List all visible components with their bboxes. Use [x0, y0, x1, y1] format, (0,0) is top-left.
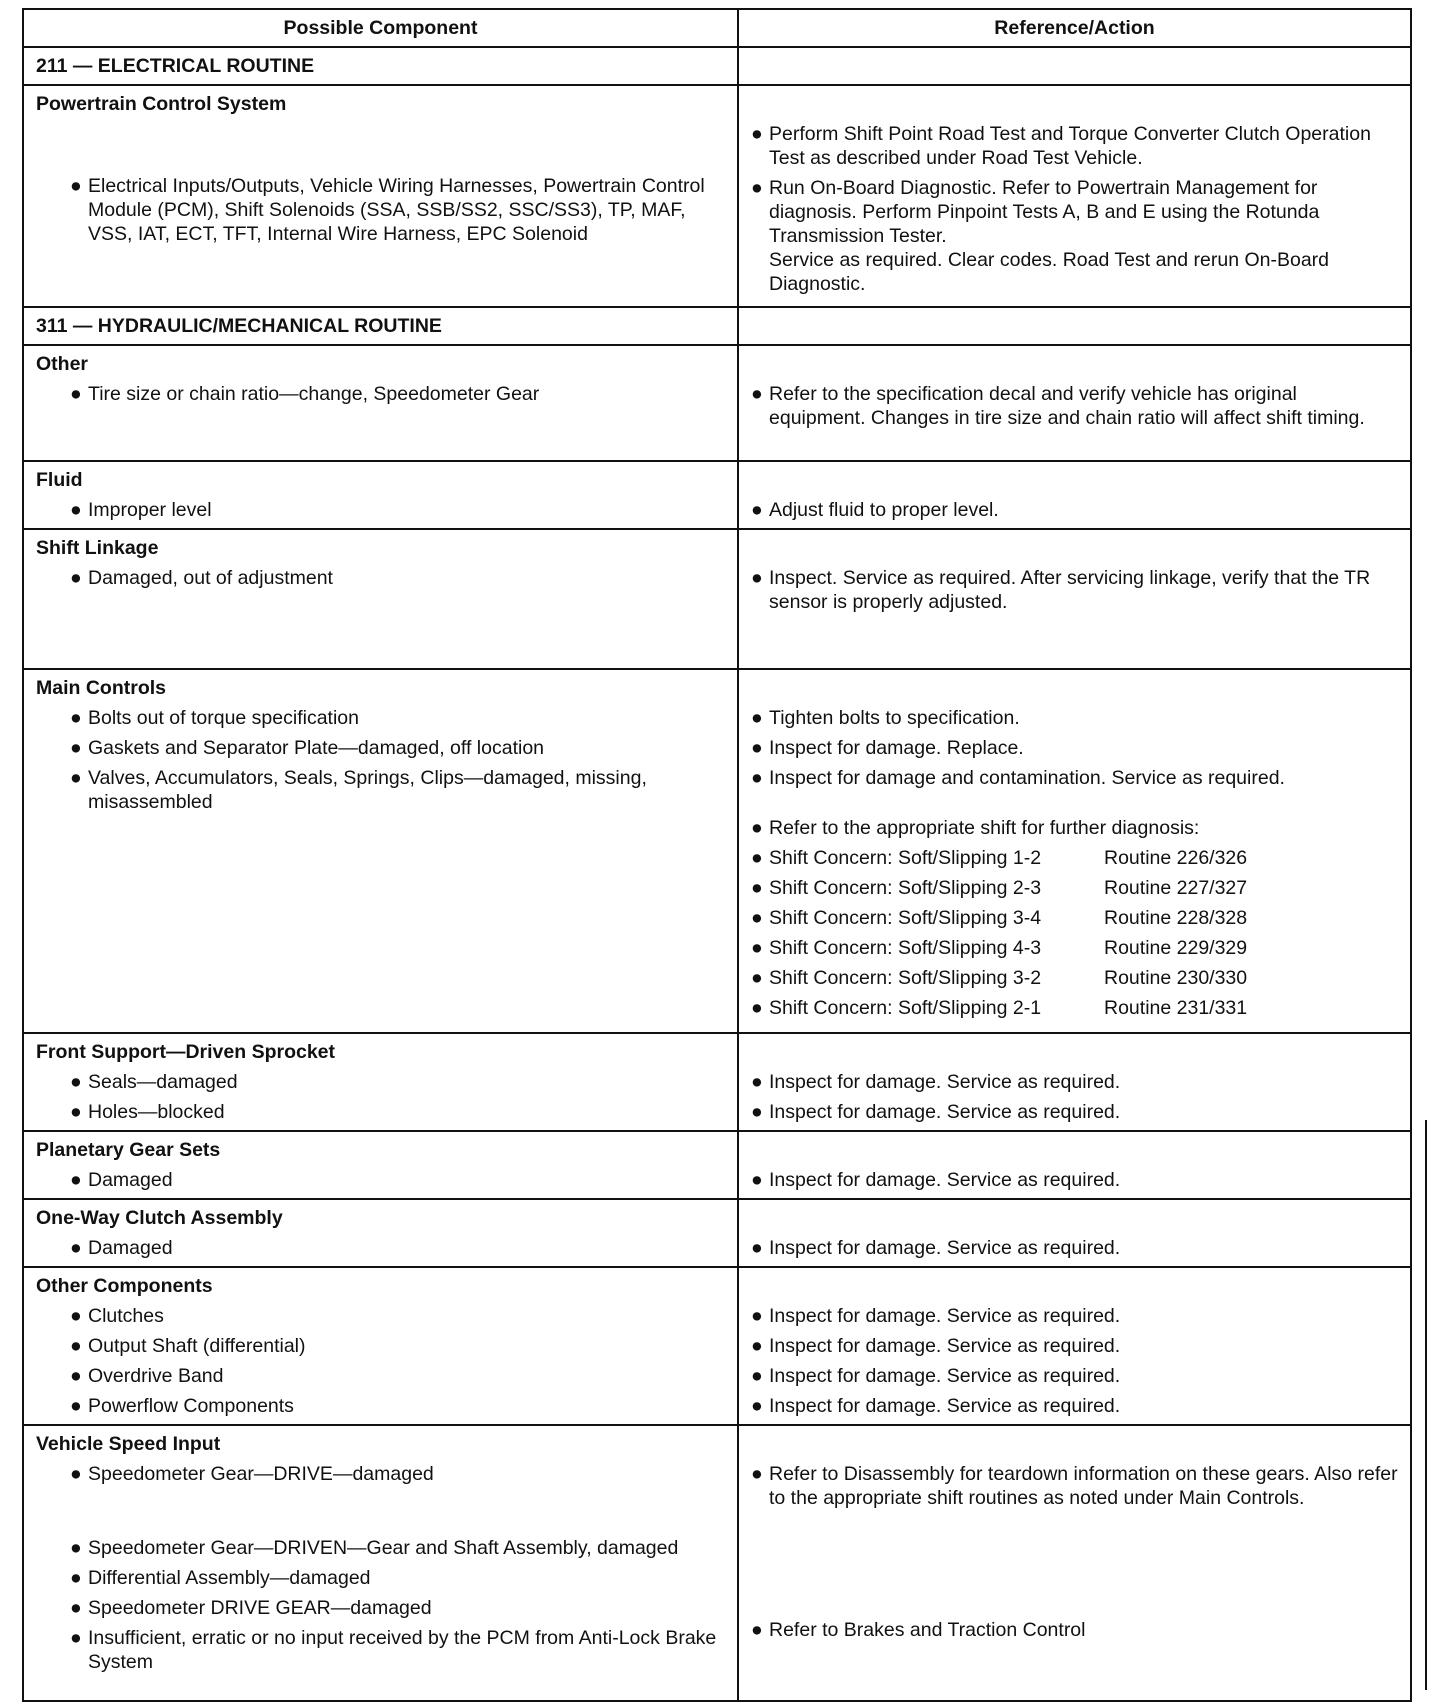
item-text: Inspect for damage and contamination. Service as required. [769, 767, 1285, 789]
bullet-icon: ● [70, 1567, 82, 1589]
list-item [70, 1596, 725, 1620]
bullet-icon: ● [751, 177, 763, 199]
table-row [23, 1131, 1411, 1199]
list-item [751, 766, 1398, 790]
margin-rule [1425, 1120, 1427, 1690]
item-text: Refer to Brakes and Traction Control [769, 1619, 1086, 1641]
empty-cell [738, 307, 1411, 345]
bullet-icon: ● [70, 1071, 82, 1093]
group-title: Planetary Gear Sets [36, 1139, 221, 1161]
bullet-icon: ● [751, 567, 763, 589]
list-item [751, 1334, 1398, 1358]
item-text: Gaskets and Separator Plate—damaged, off location [88, 737, 545, 759]
item-text: Tire size or chain ratio—change, Speedometer Gear [88, 383, 540, 405]
bullet-icon: ● [751, 877, 763, 899]
bullet-icon: ● [70, 1627, 82, 1649]
table-row [23, 85, 1411, 307]
group-title: Other [36, 353, 89, 375]
bullet-icon: ● [751, 1169, 763, 1191]
routine-line [751, 936, 1398, 960]
bullet-icon: ● [70, 1335, 82, 1357]
item-text: Inspect. Service as required. After servicing linkage, verify that the TR sensor is properly adjusted. [769, 567, 1371, 613]
list-item [70, 1236, 725, 1260]
bullet-icon: ● [751, 1305, 763, 1327]
list-item [751, 1070, 1398, 1094]
bullet-icon: ● [751, 123, 763, 145]
bullet-icon: ● [70, 1101, 82, 1123]
bullet-icon: ● [751, 1395, 763, 1417]
item-text: Inspect for damage. Service as required. [769, 1101, 1121, 1123]
list-item [751, 1618, 1398, 1642]
item-text: Inspect for damage. Service as required. [769, 1335, 1121, 1357]
group-title: Vehicle Speed Input [36, 1433, 221, 1455]
list-item [70, 1566, 725, 1590]
item-text: Output Shaft (differential) [88, 1335, 306, 1357]
bullet-icon: ● [70, 383, 82, 405]
item-text: Improper level [88, 499, 212, 521]
list-item [70, 1100, 725, 1124]
list-item [70, 1462, 725, 1486]
list-item [70, 174, 725, 246]
routine-line [751, 876, 1398, 900]
group-title: Front Support—Driven Sprocket [36, 1041, 336, 1063]
group-title: Fluid [36, 469, 83, 491]
list-item [751, 248, 1398, 296]
list-item [70, 1364, 725, 1388]
list-item [70, 498, 725, 522]
table-row [23, 1425, 1411, 1701]
item-text: Speedometer Gear—DRIVEN—Gear and Shaft Assembly, damaged [88, 1537, 679, 1559]
list-item [70, 1070, 725, 1094]
routine-line [751, 846, 1398, 870]
list-item [70, 706, 725, 730]
list-item [70, 766, 725, 814]
item-text: Seals—damaged [88, 1071, 238, 1093]
bullet-icon: ● [751, 707, 763, 729]
bullet-icon: ● [751, 1101, 763, 1123]
table-row [23, 1199, 1411, 1267]
table-row [23, 1267, 1411, 1425]
list-item [751, 1168, 1398, 1192]
item-text: Inspect for damage. Service as required. [769, 1071, 1121, 1093]
list-item [751, 176, 1398, 248]
item-text: Inspect for damage. Service as required. [769, 1305, 1121, 1327]
list-item [751, 1394, 1398, 1418]
header-action: Reference/Action [738, 9, 1411, 47]
bullet-icon: ● [70, 1169, 82, 1191]
routine-reference: Routine 231/331 [1104, 997, 1248, 1019]
list-item [751, 816, 1398, 840]
bullet-icon: ● [751, 1365, 763, 1387]
bullet-icon: ● [751, 383, 763, 405]
list-item [70, 1394, 725, 1418]
table-row [23, 529, 1411, 669]
routine-311-title: 311 — HYDRAULIC/MECHANICAL ROUTINE [36, 315, 442, 337]
item-text: Refer to the specification decal and verify vehicle has original equipment. Changes in tire size and chain ratio will affect shift timing. [769, 383, 1365, 429]
bullet-icon: ● [751, 1463, 763, 1485]
shift-concern: Shift Concern: Soft/Slipping 3-4 [769, 907, 1042, 929]
list-item [751, 1100, 1398, 1124]
bullet-icon: ● [751, 817, 763, 839]
item-text: Inspect for damage. Service as required. [769, 1395, 1121, 1417]
list-item [70, 1626, 725, 1674]
item-text: Insufficient, erratic or no input received by the PCM from Anti-Lock Brake System [88, 1627, 717, 1673]
bullet-icon: ● [70, 737, 82, 759]
bullet-icon: ● [70, 1463, 82, 1485]
header-component: Possible Component [23, 9, 738, 47]
item-text: Damaged [88, 1237, 173, 1259]
group-title: Main Controls [36, 677, 166, 699]
item-text: Speedometer Gear—DRIVE—damaged [88, 1463, 434, 1485]
list-item [751, 382, 1398, 430]
routine-reference: Routine 230/330 [1104, 967, 1248, 989]
bullet-icon: ● [70, 1395, 82, 1417]
bullet-icon: ● [70, 1237, 82, 1259]
bullet-icon: ● [751, 937, 763, 959]
item-text: Adjust fluid to proper level. [769, 499, 999, 521]
list-item [70, 382, 725, 406]
routine-reference: Routine 227/327 [1104, 877, 1248, 899]
bullet-icon: ● [70, 1305, 82, 1327]
item-text: Refer to Disassembly for teardown information on these gears. Also refer to the appropriate shift routines as noted under Main Controls. [769, 1463, 1398, 1509]
header-row [23, 9, 1411, 47]
routine-reference: Routine 229/329 [1104, 937, 1248, 959]
list-item [751, 736, 1398, 760]
item-text: Inspect for damage. Service as required. [769, 1365, 1121, 1387]
shift-concern: Shift Concern: Soft/Slipping 2-3 [769, 877, 1042, 899]
table-row [23, 345, 1411, 461]
list-item [751, 1304, 1398, 1328]
item-text: Run On-Board Diagnostic. Refer to Powertrain Management for diagnosis. Perform Pinpoint Tests A, B and E using the Rotunda Transmission Tester. [769, 177, 1320, 247]
table-row [23, 461, 1411, 529]
item-text: Refer to the appropriate shift for further diagnosis: [769, 817, 1200, 839]
shift-concern: Shift Concern: Soft/Slipping 4-3 [769, 937, 1042, 959]
bullet-icon: ● [70, 1597, 82, 1619]
bullet-icon: ● [70, 767, 82, 789]
list-item [70, 1334, 725, 1358]
table-row [23, 1033, 1411, 1131]
bullet-icon: ● [751, 1335, 763, 1357]
bullet-icon: ● [751, 1619, 763, 1641]
shift-concern: Shift Concern: Soft/Slipping 2-1 [769, 997, 1042, 1019]
item-text: Service as required. Clear codes. Road Test and rerun On-Board Diagnostic. [769, 249, 1330, 295]
routine-reference: Routine 228/328 [1104, 907, 1248, 929]
bullet-icon: ● [70, 499, 82, 521]
bullet-icon: ● [70, 175, 82, 197]
routine-211-title: 211 — ELECTRICAL ROUTINE [36, 55, 315, 77]
list-item [70, 736, 725, 760]
routine-row [23, 47, 1411, 85]
list-item [751, 706, 1398, 730]
group-title: Shift Linkage [36, 537, 159, 559]
list-item [70, 1304, 725, 1328]
group-title: Powertrain Control System [36, 93, 287, 115]
routine-reference: Routine 226/326 [1104, 847, 1248, 869]
routine-line [751, 966, 1398, 990]
bullet-icon: ● [751, 847, 763, 869]
item-text: Speedometer DRIVE GEAR—damaged [88, 1597, 432, 1619]
item-text: Bolts out of torque specification [88, 707, 359, 729]
empty-cell [738, 47, 1411, 85]
list-item [70, 1536, 725, 1560]
item-text: Inspect for damage. Service as required. [769, 1169, 1121, 1191]
bullet-icon: ● [751, 1237, 763, 1259]
item-text: Powerflow Components [88, 1395, 294, 1417]
bullet-icon: ● [751, 1071, 763, 1093]
list-item [751, 1236, 1398, 1260]
bullet-icon: ● [751, 499, 763, 521]
routine-line [751, 906, 1398, 930]
list-item [751, 1462, 1398, 1510]
bullet-icon: ● [751, 737, 763, 759]
item-text: Clutches [88, 1305, 164, 1327]
list-item [70, 1168, 725, 1192]
bullet-icon: ● [751, 907, 763, 929]
list-item [70, 566, 725, 590]
shift-concern: Shift Concern: Soft/Slipping 1-2 [769, 847, 1042, 869]
item-text: Damaged, out of adjustment [88, 567, 333, 589]
item-text: Inspect for damage. Service as required. [769, 1237, 1121, 1259]
item-text: Holes—blocked [88, 1101, 225, 1123]
shift-concern: Shift Concern: Soft/Slipping 3-2 [769, 967, 1042, 989]
item-text: Valves, Accumulators, Seals, Springs, Clips—damaged, missing, misassembled [88, 767, 647, 813]
routine-row [23, 307, 1411, 345]
item-text: Overdrive Band [88, 1365, 224, 1387]
bullet-icon: ● [751, 967, 763, 989]
bullet-icon: ● [751, 997, 763, 1019]
item-text: Inspect for damage. Replace. [769, 737, 1024, 759]
item-text: Differential Assembly—damaged [88, 1567, 371, 1589]
list-item [751, 122, 1398, 170]
item-text: Damaged [88, 1169, 173, 1191]
item-text: Perform Shift Point Road Test and Torque Converter Clutch Operation Test as described under Road Test Vehicle. [769, 123, 1371, 169]
bullet-icon: ● [70, 1537, 82, 1559]
group-title: One-Way Clutch Assembly [36, 1207, 283, 1229]
bullet-icon: ● [70, 1365, 82, 1387]
list-item [751, 498, 1398, 522]
group-title: Other Components [36, 1275, 213, 1297]
bullet-icon: ● [70, 707, 82, 729]
list-item [751, 566, 1398, 614]
routine-line [751, 996, 1398, 1020]
item-text: Electrical Inputs/Outputs, Vehicle Wiring Harnesses, Powertrain Control Module (PCM), Shift Solenoids (SSA, SSB/SS2, SSC/SS3), TP, MAF, VSS, IAT, ECT, TFT, Internal Wire Harness, EPC Solenoid [88, 175, 705, 245]
table-row [23, 669, 1411, 1033]
item-text: Tighten bolts to specification. [769, 707, 1020, 729]
bullet-icon: ● [70, 567, 82, 589]
list-item [751, 1364, 1398, 1388]
diagnosis-table [22, 8, 1412, 1702]
bullet-icon: ● [751, 767, 763, 789]
